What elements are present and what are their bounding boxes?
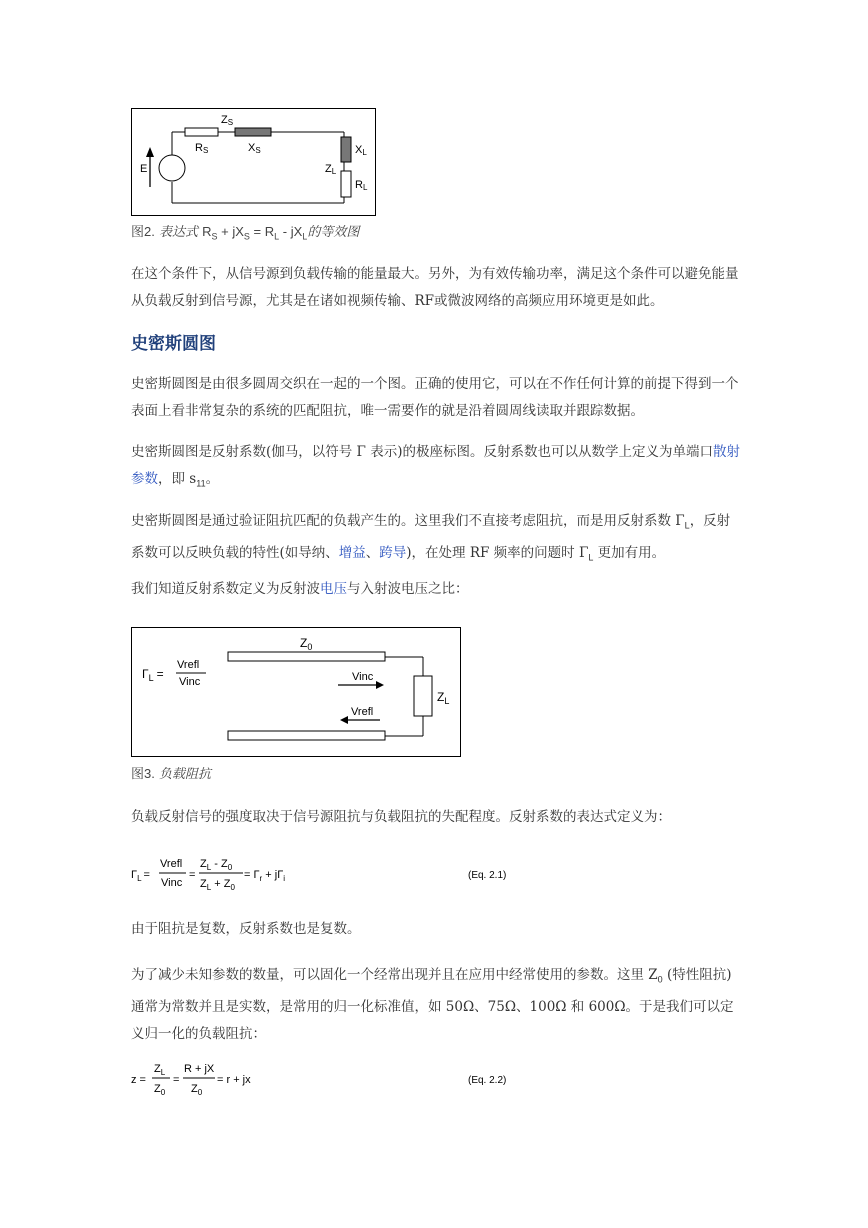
gain-link[interactable]: 增益 — [338, 544, 366, 561]
circuit-diagram — [132, 109, 375, 215]
eq22-z: z = — [131, 1074, 146, 1086]
xs-label: XS — [248, 142, 261, 155]
zl-label: $Z_L$ — [437, 690, 450, 706]
rl-label: RL — [355, 179, 368, 192]
eq22-eq2: = — [173, 1074, 180, 1086]
eq21-num2: $Z_L - Z_0$ — [200, 858, 233, 872]
transmission-line-diagram — [132, 628, 460, 756]
figure-2-caption: 图2. 表达式 $R_S + jX_S = R_L - jX_L$的等效图 — [131, 224, 360, 242]
eq21-den2: $Z_L + Z_0$ — [200, 878, 235, 892]
eq22-num1: $Z_L$ — [154, 1063, 166, 1077]
figure-3-caption: 图3. 负载阻抗 — [131, 766, 211, 782]
z0-label: $Z_0$ — [300, 636, 313, 652]
zs-label: ZS — [221, 114, 234, 127]
vinc-label: Vinc — [352, 671, 374, 683]
xl-reactance — [341, 137, 351, 162]
eq22-tail: = r + jx — [217, 1074, 251, 1086]
eq22-label: (Eq. 2.2) — [468, 1075, 507, 1086]
equation-2-2 — [131, 1058, 531, 1102]
rs-resistor — [185, 128, 218, 136]
paragraph-5: 我们知道反射系数定义为反射波电压与入射波电压之比： — [131, 581, 469, 597]
e-label: E — [140, 163, 148, 175]
bottom-transmission-line — [228, 731, 385, 740]
voltage-source — [159, 155, 185, 181]
rl-resistor — [341, 171, 351, 197]
eq22-num2: R + jX — [184, 1063, 215, 1075]
paragraph-1: 在这个条件下，从信号源到负载传输的能量最大。另外，为有效传输功率，满足这个条件可以避免能量从负载反射到信号源，尤其是在诸如视频传输、RF或微波网络的高频应用环境更是如此。 — [131, 266, 739, 309]
eq22-den1: $Z_0$ — [154, 1083, 166, 1097]
paragraph-7: 由于阻抗是复数，反射系数也是复数。 — [131, 921, 361, 937]
paragraph-3: 史密斯圆图是反射系数(伽马，以符号 Γ 表示)的极座标图。反射系数也可以从数学上定义为单端口散射参数，即 $s_{11}$。 — [131, 444, 740, 489]
xl-label: XL — [355, 144, 367, 157]
eq21-gamma: $\Gamma_L$ = — [131, 869, 150, 883]
paragraph-8: 为了减少未知参数的数量，可以固化一个经常出现并且在应用中经常使用的参数。这里 $Z_0$ (特性阻抗)通常为常数并且是实数，是常用的归一化标准值，如 50Ω、75Ω、100Ω 和 600Ω。于是我们可以定义归一化的负载阻抗： — [131, 967, 734, 1042]
eq22-den2: $Z_0$ — [191, 1083, 203, 1097]
zl-label: ZL — [325, 163, 337, 176]
fraction-denominator: Vinc — [179, 676, 201, 688]
eq21-eq2: = — [189, 869, 196, 881]
top-transmission-line — [228, 652, 385, 661]
eq21-den1: Vinc — [161, 877, 183, 889]
voltage-link[interactable]: 电压 — [320, 581, 347, 597]
fraction-numerator: Vrefl — [177, 659, 200, 671]
transconductance-link[interactable]: 跨导 — [379, 544, 407, 561]
vrefl-label: Vrefl — [351, 706, 374, 718]
paragraph-6: 负载反射信号的强度取决于信号源阻抗与负载阻抗的失配程度。反射系数的表达式定义为： — [131, 809, 671, 825]
figure-3-load-impedance — [131, 627, 461, 757]
section-heading: 史密斯圆图 — [131, 334, 216, 354]
gamma-l-label: $\Gamma_L$ = — [142, 667, 164, 683]
eq21-label: (Eq. 2.1) — [468, 870, 507, 881]
figure-2-circuit — [131, 108, 376, 216]
paragraph-2: 史密斯圆图是由很多圆周交织在一起的一个图。正确的使用它，可以在不作任何计算的前提下得到一个表面上看非常复杂的系统的匹配阻抗，唯一需要作的就是沿着圆周线读取并跟踪数据。 — [131, 376, 739, 419]
xs-reactance — [235, 128, 271, 136]
eq21-tail: = $\Gamma_r + j\Gamma_i$ — [244, 869, 286, 883]
paragraph-4: 史密斯圆图是通过验证阻抗匹配的负载产生的。这里我们不直接考虑阻抗，而是用反射系数 $\Gamma_L$，反射系数可以反映负载的特性(如导纳、增益、跨导)，在处理 RF 频率的问题时 $\Gamma_L$ 更加有用。 — [131, 513, 731, 563]
equation-2-1 — [131, 853, 531, 897]
scattering-parameter-link[interactable]: 散射参数 — [131, 444, 740, 487]
eq21-num1: Vrefl — [160, 858, 183, 870]
zl-load — [414, 676, 432, 716]
rs-label: RS — [195, 142, 209, 155]
